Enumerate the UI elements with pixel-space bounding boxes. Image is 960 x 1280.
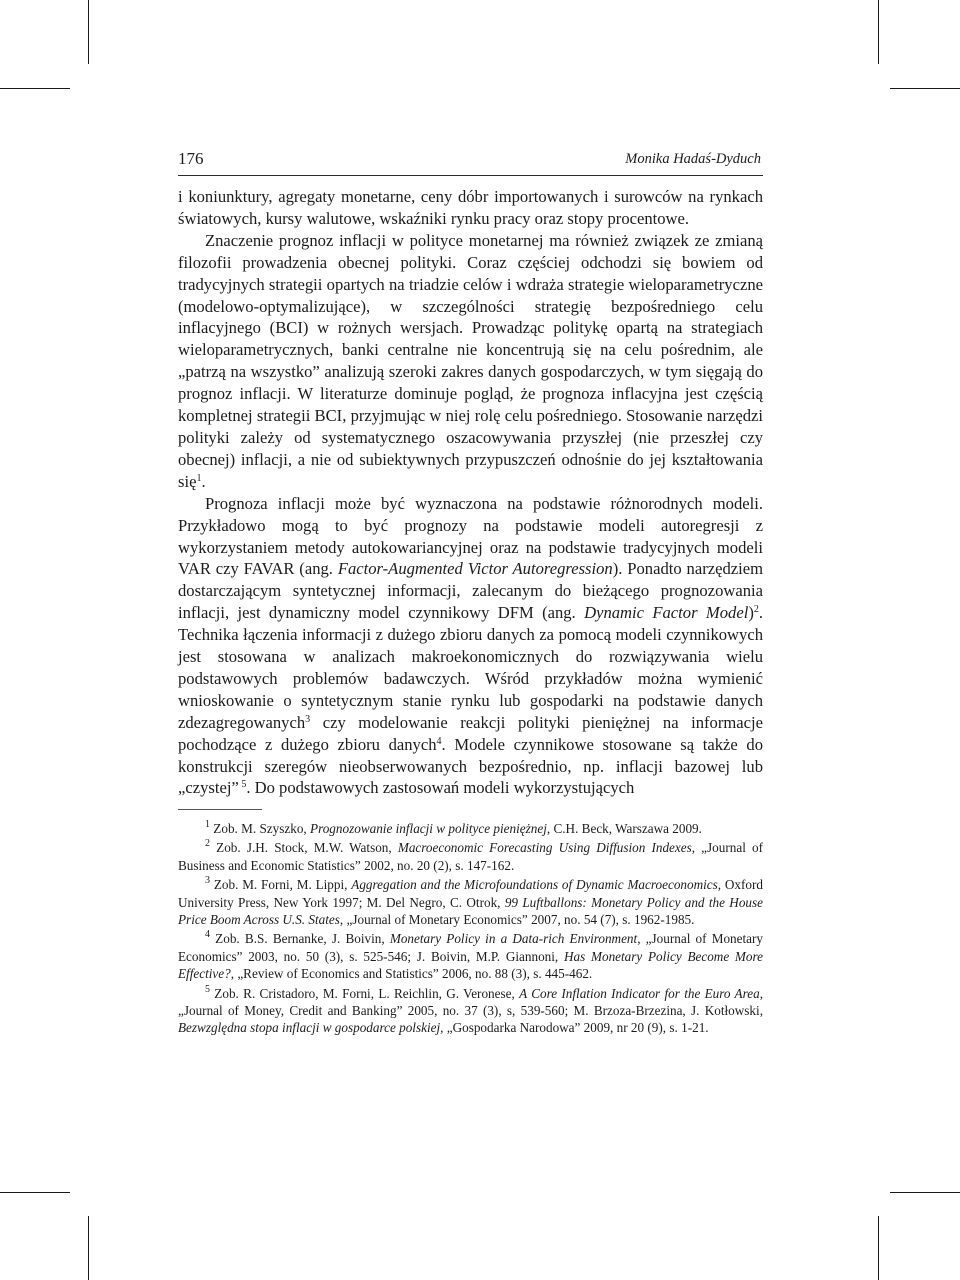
crop-mark-right-top	[890, 88, 960, 89]
text-run: , „Journal of Monetary Economics” 2003, no. 50 (3), s. 525-546; J. Boivin, M.P. Giannoni,	[178, 931, 763, 964]
text-run: Zob. J.H. Stock, M.W. Watson,	[210, 840, 398, 856]
footnote	[178, 876, 763, 928]
paragraph	[178, 186, 763, 230]
footnote	[178, 985, 763, 1037]
running-header-author: Monika Hadaś-Dyduch	[625, 151, 761, 167]
text-run: czy modelowanie reakcji polityki pieniężnej na informacje pochodzące z dużego zbioru danych	[178, 712, 763, 754]
text-run: , „Journal of Business and Economic Statistics” 2002, no. 20 (2), s. 147-162.	[178, 840, 763, 873]
text-run: , „Journal of Money, Credit and Banking” 2005, no. 37 (3), s, 539-560; M. Brzoza-Brzezina, J. Kotłowski,	[178, 985, 763, 1019]
footnote	[178, 930, 763, 982]
crop-mark-top-right	[878, 0, 879, 64]
italic-text: Monetary Policy in a Data-rich Environment	[389, 931, 638, 947]
page-number: 176	[178, 149, 204, 168]
footnote-reference: 3	[205, 875, 210, 887]
running-header	[178, 149, 763, 171]
italic-text: Macroeconomic Forecasting Using Diffusion Indexes	[397, 840, 692, 856]
text-run: .	[201, 471, 206, 491]
footnote-reference: 2	[753, 604, 759, 616]
text-run: Zob. M. Forni, M. Lippi,	[210, 877, 352, 893]
text-run: . Do podstawowych zastosowań modeli wykorzystujących	[246, 778, 635, 798]
text-run: ). Ponadto narzędziem dostarczającym syntetycznej informacji, zalecanym do bieżącego prognozowania inflacji, jest dynamiczny model czynnikowy DFM (ang.	[178, 559, 764, 623]
text-run: , „Journal of Monetary Economics” 2007, no. 54 (7), s. 1962-1985.	[339, 912, 695, 928]
crop-mark-left-bottom	[0, 1192, 70, 1193]
crop-mark-bottom-left	[88, 1216, 89, 1280]
text-run: Prognoza inflacji może być wyznaczona na podstawie różnorodnych modeli. Przykładowo mogą to być prognozy na podstawie modeli autoregresji z wykorzystaniem metody autokowariancyjnej oraz na podstawie tradycyjnych modeli VAR czy FAVAR (ang.	[178, 493, 763, 579]
paragraph	[178, 230, 763, 493]
footnote-reference: 5	[205, 983, 210, 995]
footnote-reference: 4	[436, 735, 442, 747]
italic-text: Dynamic Factor Model	[584, 603, 749, 623]
footnote-reference: 3	[305, 713, 311, 725]
footnote-reference: 1	[196, 472, 202, 484]
footnote-reference: 1	[205, 819, 210, 830]
footnote-reference: 5	[238, 779, 247, 791]
text-run: Zob. B.S. Bernanke, J. Boivin,	[210, 931, 390, 947]
text-run: . Technika łączenia informacji z dużego zbioru danych za pomocą modeli czynnikowych jest stosowana w analizach makroekonomicznych do rozwiązywania wielu podstawowych problemów badawczych. Wśród przykładów można wymienić wnioskowanie o syntetycznym stanie rynku lub gospodarki na podstawie danych zdezagregowanych	[178, 603, 763, 732]
footnote	[178, 839, 763, 874]
text-run: )	[748, 603, 754, 623]
body-text	[178, 186, 763, 799]
crop-mark-right-bottom	[890, 1192, 960, 1193]
italic-text: 99 Luftballons: Monetary Policy and the House Price Boom Across U.S. States	[178, 894, 763, 928]
text-run: i koniunktury, agregaty monetarne, ceny dóbr importowanych i surowców na rynkach światowych, kursy walutowe, wskaźniki rynku pracy oraz stopy procentowe.	[178, 187, 763, 228]
footnotes	[178, 820, 763, 1039]
text-run: , C.H. Beck, Warszawa 2009.	[546, 821, 702, 836]
italic-text: Bezwzględna stopa inflacji w gospodarce polskiej	[178, 1020, 441, 1036]
text-run: , „Review of Economics and Statistics” 2006, no. 88 (3), s. 445-462.	[230, 966, 593, 982]
crop-mark-top-left	[88, 0, 89, 64]
italic-text: Prognozowanie inflacji w polityce pieniężnej	[310, 821, 547, 836]
crop-mark-left-top	[0, 88, 70, 89]
crop-mark-bottom-right	[878, 1216, 879, 1280]
footnote-separator	[178, 809, 262, 810]
text-run: Zob. M. Szyszko,	[210, 821, 311, 836]
italic-text: Factor-Augmented Victor Autoregression	[337, 559, 613, 579]
text-run: , „Gospodarka Narodowa” 2009, nr 20 (9), s. 1-21.	[440, 1020, 709, 1036]
italic-text: Aggregation and the Microfoundations of Dynamic Macroeconomics	[351, 877, 718, 893]
footnote-reference: 2	[205, 838, 210, 850]
text-run: , Oxford University Press, New York 1997; M. Del Negro, C. Otrok,	[178, 877, 763, 910]
header-rule	[178, 175, 763, 176]
text-run: Znaczenie prognoz inflacji w polityce monetarnej ma również związek ze zmianą filozofii prowadzenia obecnej polityki. Coraz częściej odchodzi się bowiem od tradycyjnych strategii opartych na triadzie celów i wdraża strategie wieloparametryczne (modelowo-optymalizujące), w szczególności strategię bezpośredniego celu inflacyjnego (BCI) w rożnych wersjach. Prowadząc politykę opartą na strategiach wieloparametrycznych, banki centralne nie koncentrują się na celu pośrednim, ale „patrzą na wszystko” analizują szeroki zakres danych gospodarczych, w tym sięgają do prognoz inflacji. W literaturze dominuje pogląd, że prognoza inflacyjna jest częścią kompletnej strategii BCI, przyjmując w niej rolę celu pośredniego. Stosowanie narzędzi polityki zależy od systematycznego oszacowywania przyszłej (nie przeszłej czy obecnej) inflacji, a nie od subiektywnych przypuszczeń odnośnie do jej kształtowania się	[178, 230, 763, 491]
italic-text: Has Monetary Policy Become More Effective?	[178, 948, 763, 982]
paragraph	[178, 493, 763, 800]
footnote	[178, 820, 763, 837]
text-run: . Modele czynnikowe stosowane są także do konstrukcji szeregów nieobserwowanych bezpośrednio, np. inflacji bazowej lub „czystej”	[178, 734, 763, 798]
footnote-reference: 4	[205, 929, 210, 941]
text-run: Zob. R. Cristadoro, M. Forni, L. Reichlin, G. Veronese,	[210, 985, 520, 1001]
italic-text: A Core Inflation Indicator for the Euro Area	[519, 985, 760, 1001]
